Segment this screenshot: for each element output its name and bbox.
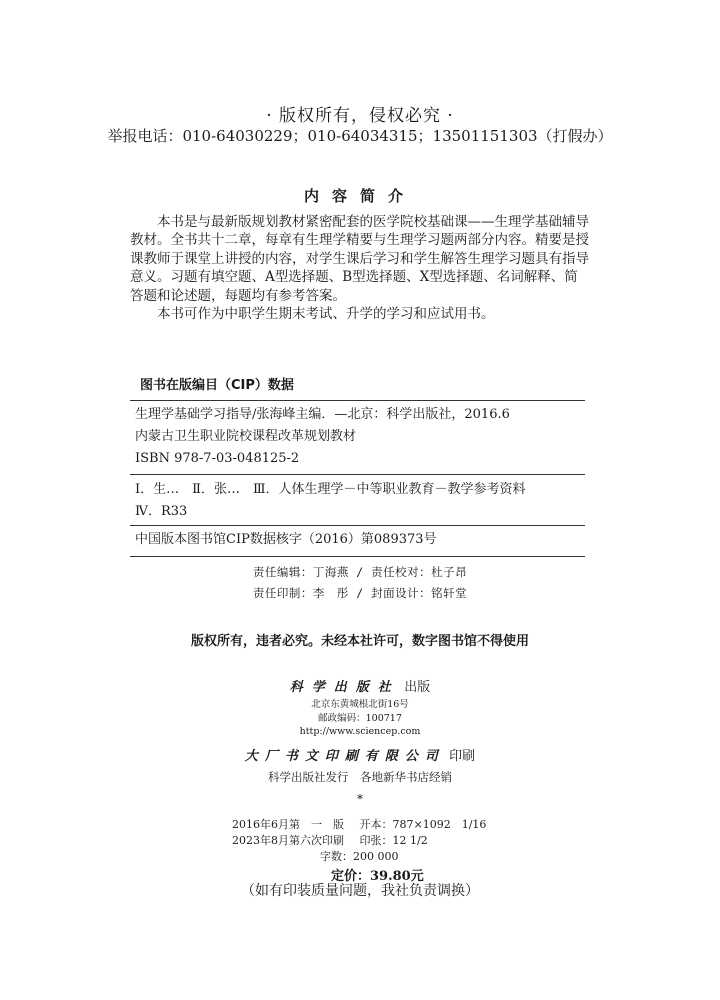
exchange-note: （如有印装质量问题，我社负责调换） — [241, 883, 479, 899]
intro-title: 内容简介 — [303, 187, 416, 205]
cip-mid-rule — [130, 474, 585, 475]
cip-record-rule — [130, 525, 585, 526]
report-phone-line: 举报电话：010-64030229；010-64034315；13501151303（打假办） — [107, 127, 613, 145]
copyright-title: · 版权所有，侵权必究 · — [266, 106, 454, 126]
cip-bottom-rule — [130, 556, 585, 557]
separator-star: * — [357, 792, 363, 806]
format-size: 开本：787×1092 1/16 — [359, 818, 487, 831]
intro-paragraph: 本书可作为中职学生期末考试、升学的学习和应试用书。 — [157, 306, 495, 323]
price-value: 39.80元 — [370, 869, 424, 884]
cip-line: Ⅰ．生… Ⅱ．张… Ⅲ．人体生理学－中等职业教育－教学参考资料 — [135, 482, 526, 497]
word-count: 字数：200 000 — [320, 850, 399, 863]
publisher-suffix: 出版 — [404, 680, 431, 695]
publisher-line — [0, 676, 720, 695]
printer-logo: 大厂书文印刷有限公司 — [244, 749, 445, 764]
credits-production: 责任印制：李 彤 / 封面设计：铭轩堂 — [252, 586, 468, 600]
cip-record-block — [135, 529, 585, 551]
edition-date: 2016年6月第 一 版 — [232, 818, 344, 831]
cip-top-rule — [130, 400, 585, 401]
publisher-postcode: 邮政编码：100717 — [318, 712, 402, 724]
cip-line: Ⅳ．R33 — [135, 504, 188, 519]
intro-body — [130, 213, 590, 323]
publisher-address: 北京东黄城根北街16号 — [311, 699, 409, 710]
credits-editors: 责任编辑：丁海燕 / 责任校对：杜子昂 — [252, 565, 468, 579]
cip-line: 内蒙古卫生职业院校课程改革规划教材 — [135, 429, 357, 444]
publisher-address-block — [0, 698, 720, 739]
publisher-logo: 科学出版社 — [289, 680, 400, 695]
publisher-url: http://www.sciencep.com — [299, 726, 421, 737]
price-label: 定价： — [330, 869, 370, 884]
cip-heading: 图书在版编目（CIP）数据 — [140, 378, 294, 393]
cip-line: 生理学基础学习指导/张海峰主编．—北京：科学出版社，2016.6 — [135, 407, 510, 422]
cip-line: ISBN 978-7-03-048125-2 — [135, 451, 300, 466]
printing-row — [232, 833, 492, 849]
distribution-line: 科学出版社发行 各地新华书店经销 — [268, 770, 452, 784]
printer-line — [0, 745, 720, 764]
printing-date: 2023年8月第六次印刷 — [232, 834, 344, 847]
sheets: 印张：12 1/2 — [359, 834, 428, 847]
rights-notice: 版权所有，违者必究。未经本社许可，数字图书馆不得使用 — [190, 634, 529, 649]
printer-suffix: 印刷 — [449, 749, 476, 764]
cip-block — [135, 404, 585, 470]
intro-paragraph: 本书是与最新版规划教材紧密配套的医学院校基础课——生理学基础辅导教材。全书共十二章，每章有生理学精要与生理学习题两部分内容。精要是授课教师于课堂上讲授的内容，对学生课后学习和学生解答生理学习题具有指导意义。习题有填空题、A型选择题、B型选择题、X型选择题、名词解释、简答题和论述题，每题均有参考答案。 — [130, 214, 589, 304]
impression-block — [232, 817, 492, 865]
credits — [0, 562, 720, 604]
edition-row — [232, 817, 492, 833]
cip-record: 中国版本图书馆CIP数据核字（2016）第089373号 — [135, 532, 437, 547]
cip-classification — [135, 479, 585, 523]
